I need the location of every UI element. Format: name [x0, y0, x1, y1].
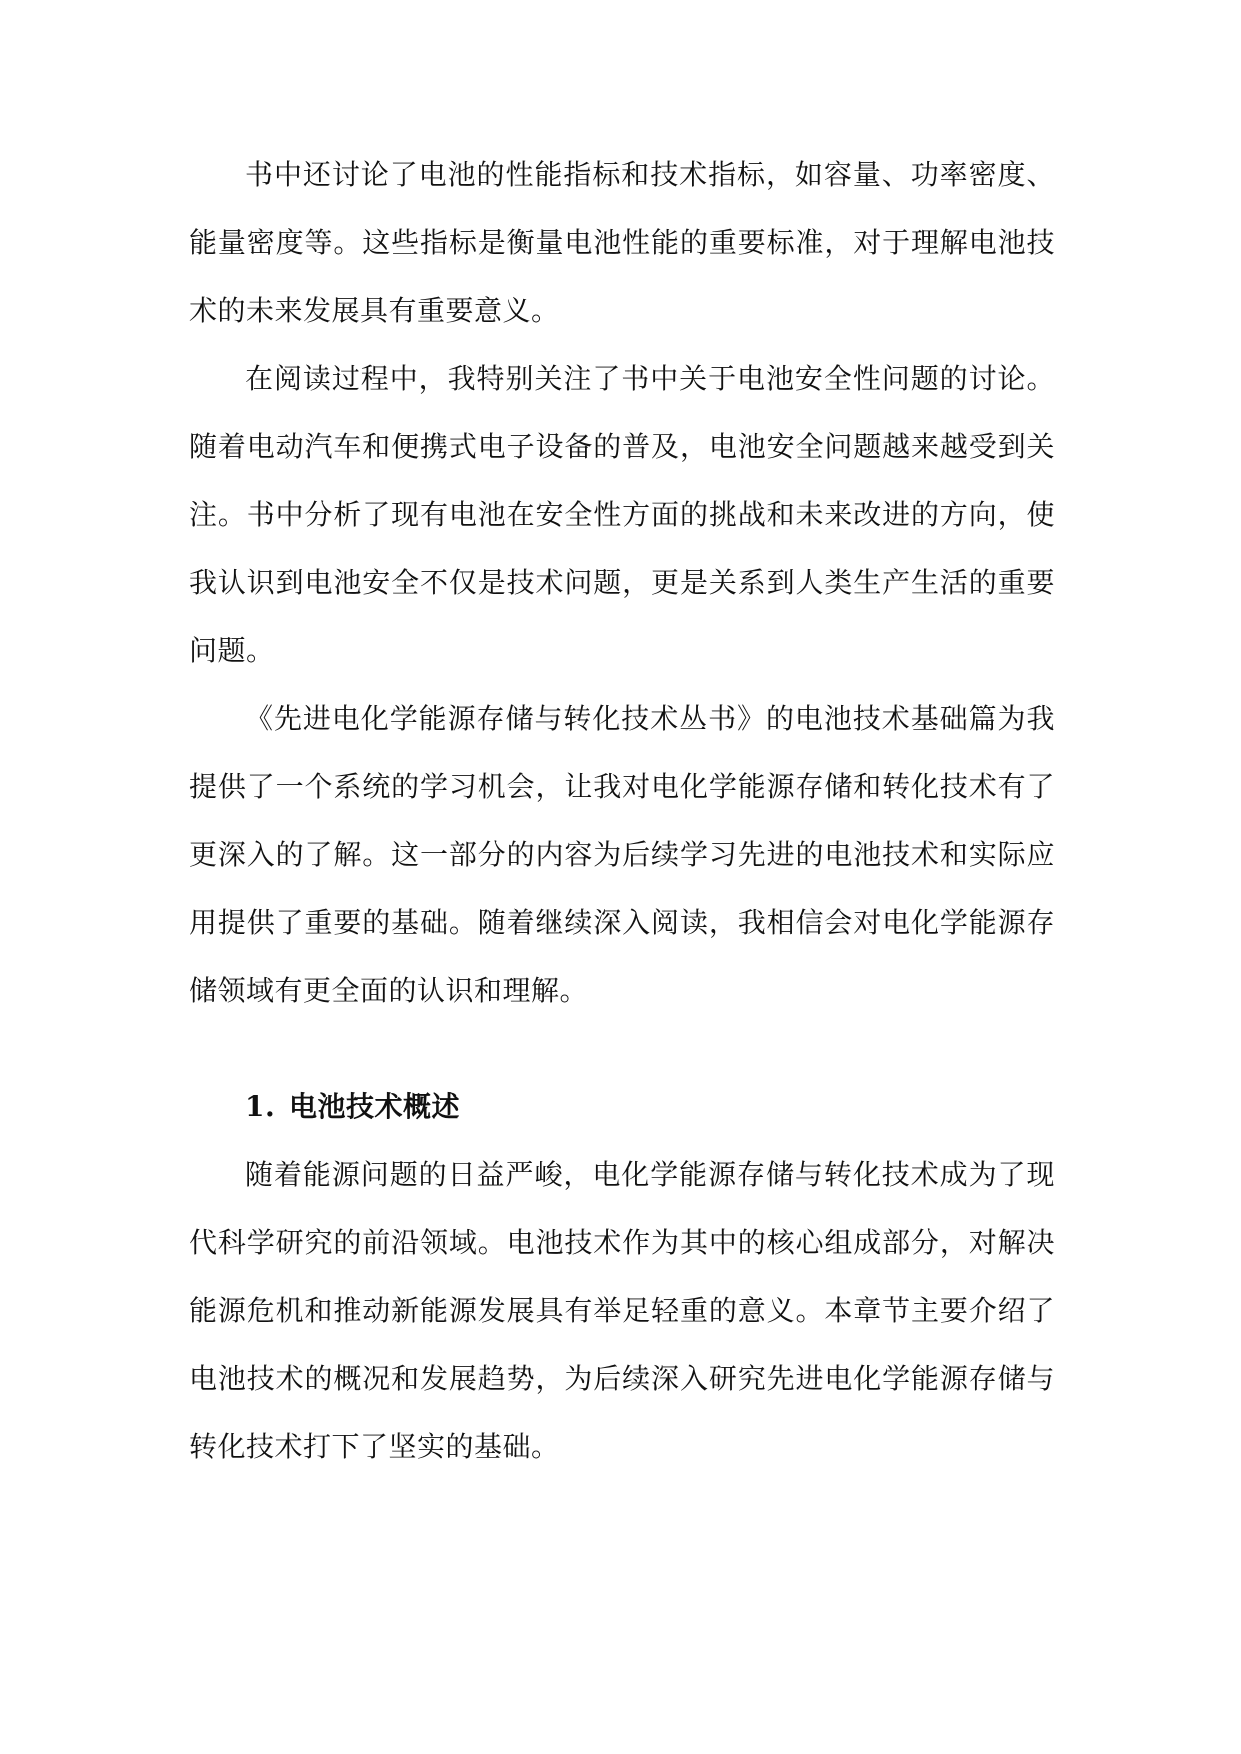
paragraph-battery-overview: 随着能源问题的日益严峻，电化学能源存储与转化技术成为了现代科学研究的前沿领域。电池技术作为其中的核心组成部分，对解决能源危机和推动新能源发展具有举足轻重的意义。本章节主要介绍了电池技术的概况和发展趋势，为后续深入研究先进电化学能源存储与转化技术打下了坚实的基础。 — [189, 1158, 1055, 1463]
section-number: 1. — [245, 1090, 276, 1123]
paragraph-performance-metrics: 书中还讨论了电池的性能指标和技术指标，如容量、功率密度、能量密度等。这些指标是衡量电池性能的重要标准，对于理解电池技术的未来发展具有重要意义。 — [189, 158, 1055, 327]
section-heading — [189, 1073, 1055, 1141]
paragraph-battery-safety: 在阅读过程中，我特别关注了书中关于电池安全性问题的讨论。随着电动汽车和便携式电子设备的普及，电池安全问题越来越受到关注。书中分析了现有电池在安全性方面的挑战和未来改进的方向，使我认识到电池安全不仅是技术问题，更是关系到人类生产生活的重要问题。 — [189, 362, 1055, 667]
document-body — [189, 141, 1055, 1481]
paragraph-book-summary: 《先进电化学能源存储与转化技术丛书》的电池技术基础篇为我提供了一个系统的学习机会，让我对电化学能源存储和转化技术有了更深入的了解。这一部分的内容为后续学习先进的电池技术和实际应用提供了重要的基础。随着继续深入阅读，我相信会对电化学能源存储领域有更全面的认识和理解。 — [189, 702, 1055, 1007]
section-title: 电池技术概述 — [289, 1090, 461, 1123]
